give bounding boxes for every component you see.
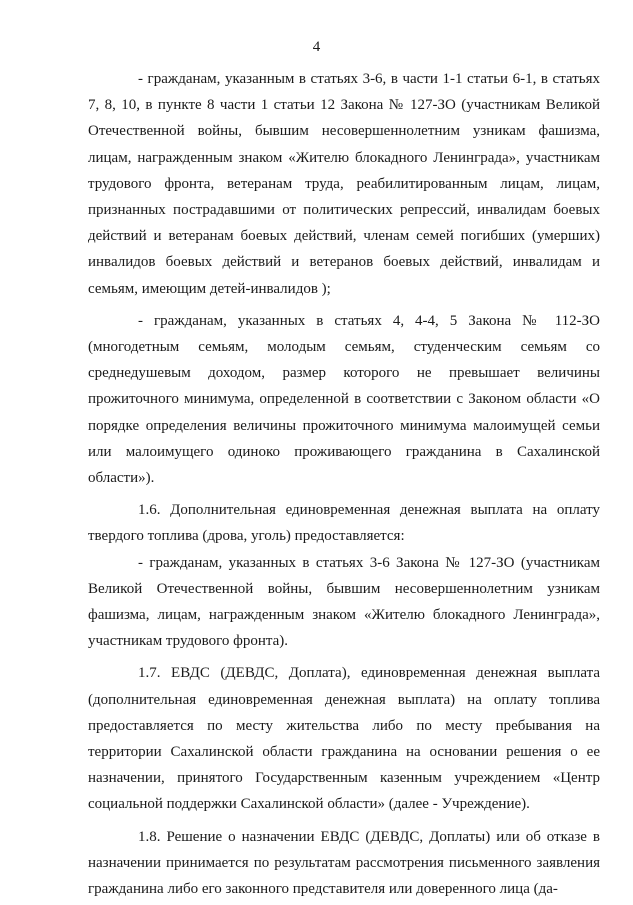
paragraph-category-list-112: - гражданам, указанных в статьях 4, 4-4, 5 Закона № 112-ЗО (многодетным семьям, молодым семьям, студенческим семьям со среднедушевым доходом, размер которого не превышает величины прожиточного минимума, определенной в соответствии с Законом области «О порядке определения величины прожиточного минимума малоимущей семьи или малоимущего одиноко проживающего гражданина в Сахалинской области»). xyxy=(88,312,600,487)
paragraph-1-6: 1.6. Дополнительная единовременная денежная выплата на оплату твердого топлива (дрова, уголь) предоставляется: xyxy=(88,502,600,545)
document-body xyxy=(88,66,600,902)
paragraph-1-7: 1.7. ЕВДС (ДЕВДС, Доплата), единовременная денежная выплата (дополнительная единовременная денежная выплата) на оплату топлива предоставляется по месту жительства либо по месту пребывания на территории Сахалинской области гражданина на основании решения о ее назначении, принятого Государственным казенным учреждением «Центр социальной поддержки Сахалинской области» (далее - Учреждение). xyxy=(88,665,600,813)
paragraph-category-list-127: - гражданам, указанным в статьях 3-6, в части 1-1 статьи 6-1, в статьях 7, 8, 10, в пункте 8 части 1 статьи 12 Закона № 127-ЗО (участникам Великой Отечественной войны, бывшим несовершеннолетним узникам фашизма, лицам, награжденным знаком «Жителю блокадного Ленинграда», участникам трудового фронта, ветеранам труда, реабилитированным лицам, лицам, признанных пострадавшими от политических репрессий, инвалидам боевых действий и ветеранам боевых действий, членам семей погибших (умерших) инвалидов боевых действий и ветеранов боевых действий, инвалидам и семьям, имеющим детей-инвалидов ); xyxy=(88,71,600,297)
page-number: 4 xyxy=(312,39,321,55)
paragraph-1-8: 1.8. Решение о назначении ЕВДС (ДЕВДС, Доплаты) или об отказе в назначении принимается по результатам рассмотрения письменного заявления гражданина либо его законного представителя или доверенного лица (да- xyxy=(88,828,600,898)
paragraph-category-list-solid-fuel: - гражданам, указанных в статьях 3-6 Закона № 127-ЗО (участникам Великой Отечественной войны, бывшим несовершеннолетним узникам фашизма, лицам, награжденным знаком «Жителю блокадного Ленинграда», участникам трудового фронта). xyxy=(88,554,600,650)
